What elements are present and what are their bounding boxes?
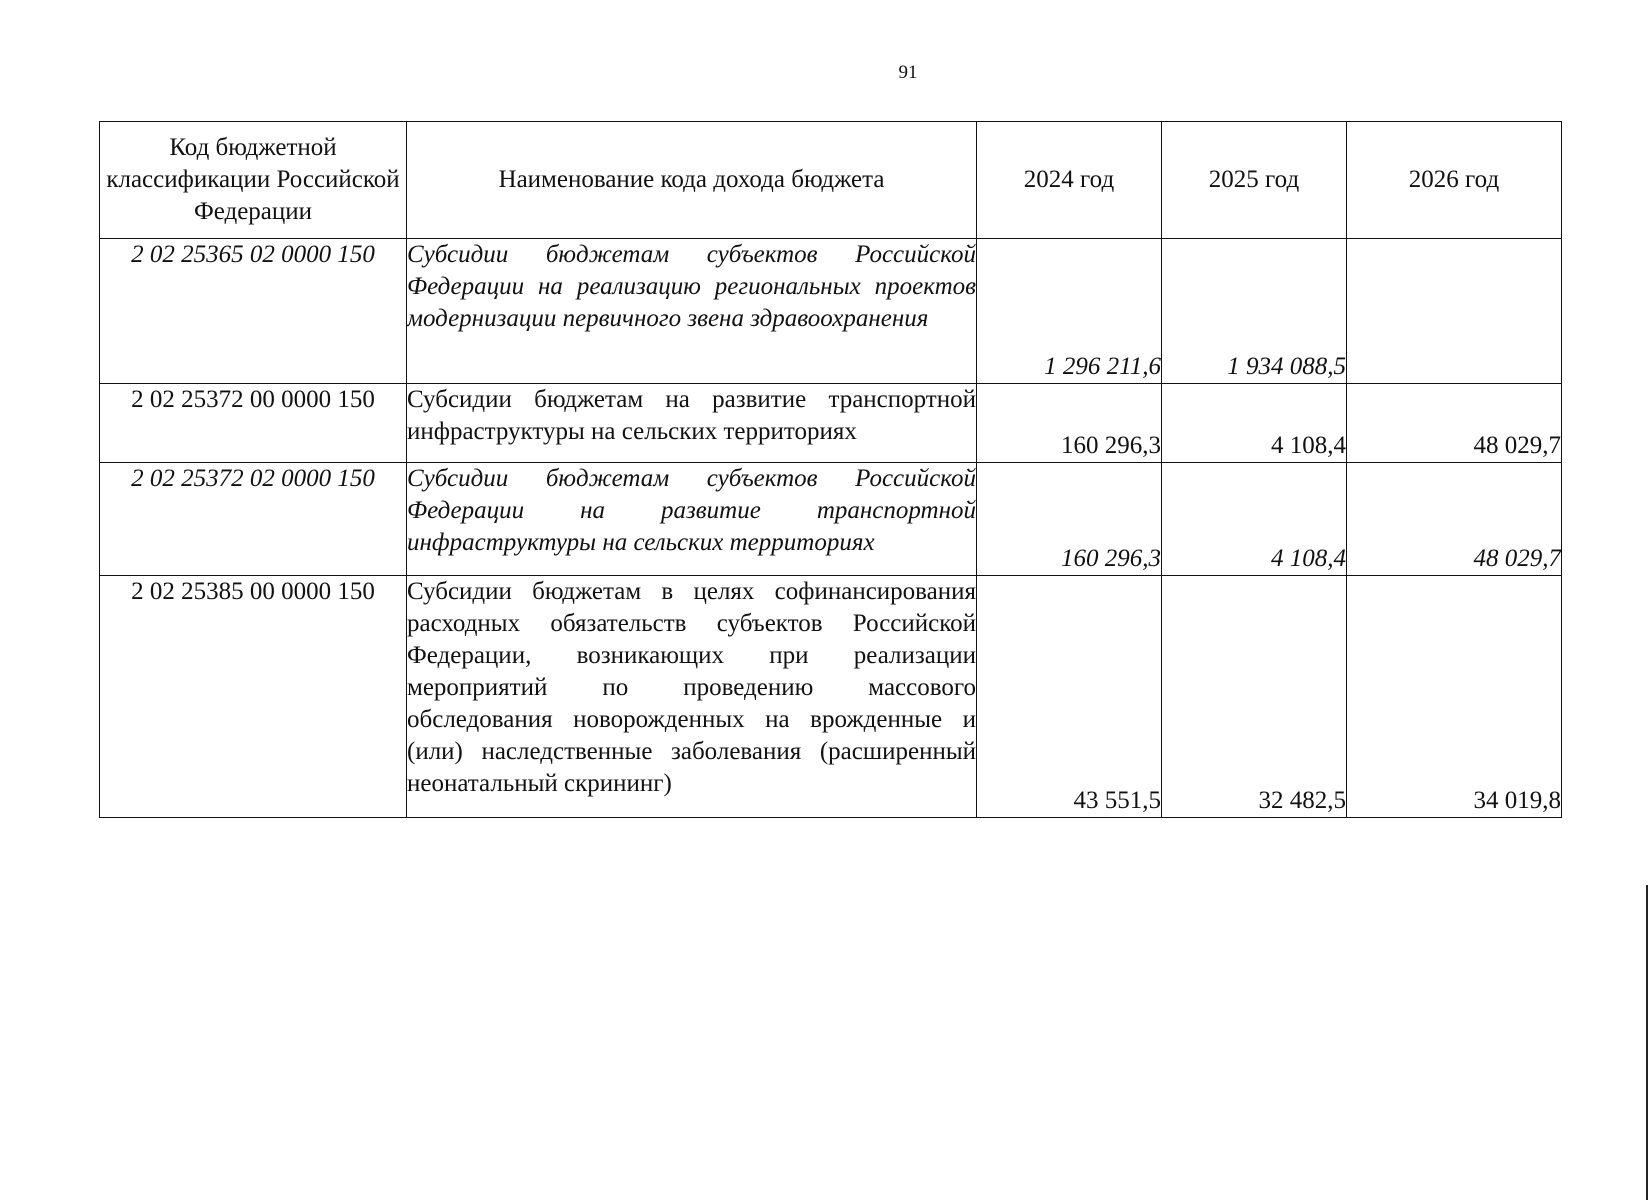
budget-revenue-table [99, 121, 1562, 818]
row-value-2024: 160 296,3 [977, 463, 1162, 576]
row-value-2024: 160 296,3 [977, 384, 1162, 463]
row-value-2025: 32 482,5 [1162, 576, 1347, 818]
table-row [100, 576, 1562, 818]
row-name: Субсидии бюджетам в целях софинансирования расходных обязательств субъектов Российской Федерации, возникающих при реализации мероприятий по проведению массового обследования новорожденных на врожденные и (или) наследственные заболевания (расширенный неонатальный скрининг) [407, 576, 977, 818]
row-code: 2 02 25372 00 0000 150 [100, 384, 407, 463]
header-2025: 2025 год [1162, 122, 1347, 239]
table-row [100, 463, 1562, 576]
row-code: 2 02 25372 02 0000 150 [100, 463, 407, 576]
header-2024: 2024 год [977, 122, 1162, 239]
row-code: 2 02 25365 02 0000 150 [100, 239, 407, 384]
table-row [100, 239, 1562, 384]
row-value-2024: 43 551,5 [977, 576, 1162, 818]
row-value-2024: 1 296 211,6 [977, 239, 1162, 384]
row-value-2025: 1 934 088,5 [1162, 239, 1347, 384]
row-value-2026 [1347, 239, 1562, 384]
header-2026: 2026 год [1347, 122, 1562, 239]
row-value-2025: 4 108,4 [1162, 463, 1347, 576]
row-name: Субсидии бюджетам субъектов Российской Федерации на развитие транспортной инфраструктуры на сельских территориях [407, 463, 977, 576]
row-name: Субсидии бюджетам на развитие транспортной инфраструктуры на сельских территориях [407, 384, 977, 463]
header-name: Наименование кода дохода бюджета [407, 122, 977, 239]
table-row [100, 384, 1562, 463]
page-number: 91 [898, 62, 918, 83]
table-header-row [100, 122, 1562, 239]
row-value-2026: 48 029,7 [1347, 463, 1562, 576]
row-value-2025: 4 108,4 [1162, 384, 1347, 463]
row-value-2026: 34 019,8 [1347, 576, 1562, 818]
row-name: Субсидии бюджетам субъектов Российской Федерации на реализацию региональных проектов модернизации первичного звена здравоохранения [407, 239, 977, 384]
row-code: 2 02 25385 00 0000 150 [100, 576, 407, 818]
header-code: Код бюджетной классификации Российской Федерации [100, 122, 407, 239]
row-value-2026: 48 029,7 [1347, 384, 1562, 463]
